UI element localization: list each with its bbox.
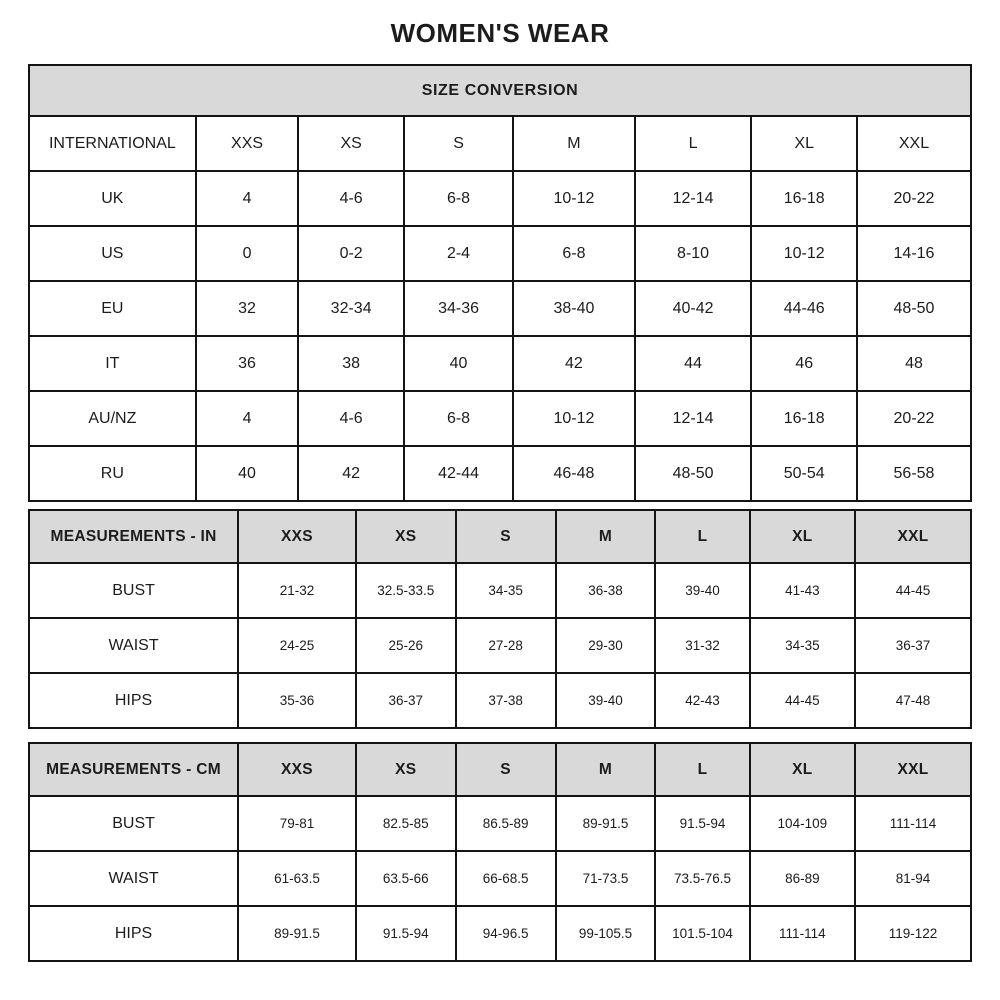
value-cell: 34-35	[750, 618, 856, 673]
value-cell: 44-45	[855, 563, 971, 618]
table-row	[29, 743, 971, 796]
table-row	[29, 281, 971, 336]
measurements-cm-table	[28, 742, 972, 962]
value-cell: 63.5-66	[356, 851, 456, 906]
value-cell: 119-122	[855, 906, 971, 961]
value-cell: 12-14	[635, 391, 752, 446]
value-cell: 42	[513, 336, 635, 391]
row-label-cell: AU/NZ	[29, 391, 196, 446]
value-cell: 16-18	[751, 171, 857, 226]
row-label-cell: RU	[29, 446, 196, 501]
value-cell: 71-73.5	[556, 851, 656, 906]
size-header-cell: XS	[356, 510, 456, 563]
value-cell: 44-46	[751, 281, 857, 336]
value-cell: 39-40	[655, 563, 749, 618]
value-cell: 46-48	[513, 446, 635, 501]
row-label-cell: BUST	[29, 796, 238, 851]
value-cell: 56-58	[857, 446, 971, 501]
value-cell: 32-34	[298, 281, 404, 336]
value-cell: 6-8	[513, 226, 635, 281]
value-cell: 40	[196, 446, 299, 501]
row-label-cell: WAIST	[29, 618, 238, 673]
table-row	[29, 851, 971, 906]
value-cell: 25-26	[356, 618, 456, 673]
measurements-in-table	[28, 509, 972, 729]
value-cell: 44-45	[750, 673, 856, 728]
size-header-cell: L	[635, 116, 752, 171]
value-cell: 66-68.5	[456, 851, 556, 906]
value-cell: 89-91.5	[556, 796, 656, 851]
value-cell: 42-43	[655, 673, 749, 728]
value-cell: 8-10	[635, 226, 752, 281]
size-header-cell: XS	[298, 116, 404, 171]
first-col-header-cell: MEASUREMENTS - CM	[29, 743, 238, 796]
value-cell: 101.5-104	[655, 906, 749, 961]
table-row	[29, 116, 971, 171]
value-cell: 104-109	[750, 796, 856, 851]
value-cell: 0-2	[298, 226, 404, 281]
row-label-cell: IT	[29, 336, 196, 391]
size-header-cell: S	[404, 116, 513, 171]
value-cell: 36-37	[855, 618, 971, 673]
value-cell: 48-50	[635, 446, 752, 501]
value-cell: 91.5-94	[356, 906, 456, 961]
row-label-cell: BUST	[29, 563, 238, 618]
page-title: WOMEN'S WEAR	[390, 18, 610, 48]
size-conversion-body	[29, 65, 971, 501]
value-cell: 34-35	[456, 563, 556, 618]
value-cell: 35-36	[238, 673, 356, 728]
value-cell: 38-40	[513, 281, 635, 336]
value-cell: 50-54	[751, 446, 857, 501]
value-cell: 86-89	[750, 851, 856, 906]
size-header-cell: M	[513, 116, 635, 171]
first-col-header-cell: INTERNATIONAL	[29, 116, 196, 171]
row-label-cell: WAIST	[29, 851, 238, 906]
size-header-cell: XXS	[238, 743, 356, 796]
table-row	[29, 563, 971, 618]
value-cell: 36-38	[556, 563, 656, 618]
row-label-cell: HIPS	[29, 906, 238, 961]
size-header-cell: XXL	[855, 743, 971, 796]
table-row	[29, 65, 971, 116]
size-header-cell: XL	[751, 116, 857, 171]
size-header-cell: L	[655, 510, 749, 563]
value-cell: 34-36	[404, 281, 513, 336]
size-header-cell: S	[456, 510, 556, 563]
table-row	[29, 796, 971, 851]
row-label-cell: HIPS	[29, 673, 238, 728]
value-cell: 61-63.5	[238, 851, 356, 906]
table-row	[29, 618, 971, 673]
table-row	[29, 446, 971, 501]
size-header-cell: S	[456, 743, 556, 796]
table-banner-cell: SIZE CONVERSION	[29, 65, 971, 116]
value-cell: 4	[196, 391, 299, 446]
size-header-cell: M	[556, 510, 656, 563]
value-cell: 40	[404, 336, 513, 391]
value-cell: 4-6	[298, 171, 404, 226]
value-cell: 31-32	[655, 618, 749, 673]
value-cell: 82.5-85	[356, 796, 456, 851]
value-cell: 6-8	[404, 171, 513, 226]
value-cell: 32	[196, 281, 299, 336]
value-cell: 94-96.5	[456, 906, 556, 961]
value-cell: 16-18	[751, 391, 857, 446]
measurements-cm-body	[29, 743, 971, 961]
value-cell: 32.5-33.5	[356, 563, 456, 618]
row-label-cell: UK	[29, 171, 196, 226]
value-cell: 10-12	[513, 171, 635, 226]
size-conversion-table	[28, 64, 972, 502]
value-cell: 48	[857, 336, 971, 391]
value-cell: 4	[196, 171, 299, 226]
value-cell: 29-30	[556, 618, 656, 673]
table-row	[29, 391, 971, 446]
value-cell: 41-43	[750, 563, 856, 618]
value-cell: 2-4	[404, 226, 513, 281]
size-header-cell: L	[655, 743, 749, 796]
value-cell: 44	[635, 336, 752, 391]
value-cell: 12-14	[635, 171, 752, 226]
value-cell: 111-114	[750, 906, 856, 961]
table-row	[29, 336, 971, 391]
size-header-cell: XXL	[855, 510, 971, 563]
value-cell: 86.5-89	[456, 796, 556, 851]
value-cell: 81-94	[855, 851, 971, 906]
value-cell: 39-40	[556, 673, 656, 728]
value-cell: 79-81	[238, 796, 356, 851]
value-cell: 40-42	[635, 281, 752, 336]
value-cell: 36-37	[356, 673, 456, 728]
value-cell: 89-91.5	[238, 906, 356, 961]
value-cell: 73.5-76.5	[655, 851, 749, 906]
value-cell: 99-105.5	[556, 906, 656, 961]
size-header-cell: XS	[356, 743, 456, 796]
value-cell: 27-28	[456, 618, 556, 673]
value-cell: 0	[196, 226, 299, 281]
value-cell: 10-12	[751, 226, 857, 281]
table-row	[29, 510, 971, 563]
measurements-in-body	[29, 510, 971, 728]
value-cell: 42	[298, 446, 404, 501]
table-row	[29, 906, 971, 961]
size-header-cell: XXS	[238, 510, 356, 563]
table-row	[29, 673, 971, 728]
value-cell: 111-114	[855, 796, 971, 851]
size-header-cell: XL	[750, 743, 856, 796]
first-col-header-cell: MEASUREMENTS - IN	[29, 510, 238, 563]
value-cell: 42-44	[404, 446, 513, 501]
value-cell: 4-6	[298, 391, 404, 446]
size-header-cell: M	[556, 743, 656, 796]
table-row	[29, 171, 971, 226]
value-cell: 10-12	[513, 391, 635, 446]
value-cell: 20-22	[857, 391, 971, 446]
value-cell: 46	[751, 336, 857, 391]
row-label-cell: US	[29, 226, 196, 281]
value-cell: 91.5-94	[655, 796, 749, 851]
size-header-cell: XXS	[196, 116, 299, 171]
value-cell: 48-50	[857, 281, 971, 336]
row-label-cell: EU	[29, 281, 196, 336]
value-cell: 47-48	[855, 673, 971, 728]
size-header-cell: XL	[750, 510, 856, 563]
value-cell: 36	[196, 336, 299, 391]
value-cell: 38	[298, 336, 404, 391]
size-header-cell: XXL	[857, 116, 971, 171]
value-cell: 14-16	[857, 226, 971, 281]
value-cell: 24-25	[238, 618, 356, 673]
value-cell: 37-38	[456, 673, 556, 728]
value-cell: 21-32	[238, 563, 356, 618]
value-cell: 6-8	[404, 391, 513, 446]
value-cell: 20-22	[857, 171, 971, 226]
size-chart-page	[28, 0, 972, 962]
table-row	[29, 226, 971, 281]
